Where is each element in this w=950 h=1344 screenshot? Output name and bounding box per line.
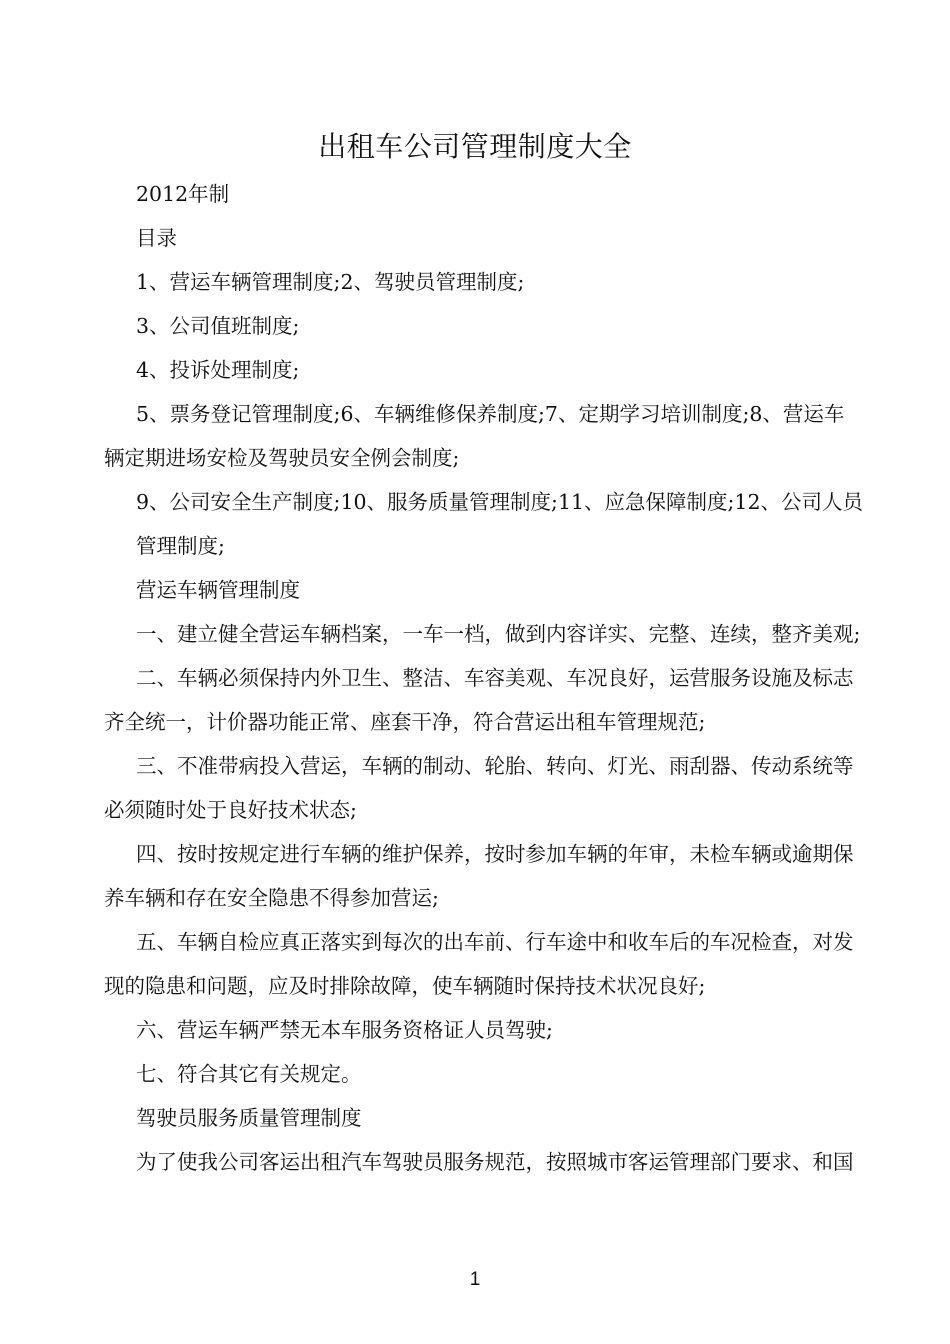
toc-line: 3、公司值班制度; xyxy=(136,314,300,338)
paragraph-line: 七、符合其它有关规定。 xyxy=(136,1062,362,1086)
paragraph-line: 养车辆和存在安全隐患不得参加营运; xyxy=(104,886,439,910)
paragraph-line: 三、不准带病投入营运，车辆的制动、轮胎、转向、灯光、雨刮器、传动系统等 xyxy=(136,754,854,778)
paragraph-line: 四、按时按规定进行车辆的维护保养，按时参加车辆的年审，未检车辆或逾期保 xyxy=(136,842,854,866)
paragraph-line: 必须随时处于良好技术状态; xyxy=(104,798,357,822)
paragraph-line: 为了使我公司客运出租汽车驾驶员服务规范，按照城市客运管理部门要求、和国 xyxy=(136,1150,854,1174)
section-heading: 驾驶员服务质量管理制度 xyxy=(136,1106,362,1130)
paragraph-line: 一、建立健全营运车辆档案，一车一档，做到内容详实、完整、连续，整齐美观; xyxy=(136,622,861,646)
toc-line: 4、投诉处理制度; xyxy=(136,358,300,382)
section-heading: 营运车辆管理制度 xyxy=(136,578,300,602)
document-title: 出租车公司管理制度大全 xyxy=(318,130,632,163)
toc-heading: 目录 xyxy=(136,226,177,250)
toc-line: 5、票务登记管理制度;6、车辆维修保养制度;7、定期学习培训制度;8、营运车 xyxy=(136,402,845,426)
paragraph-line: 现的隐患和问题，应及时排除故障，使车辆随时保持技术状况良好; xyxy=(104,974,706,998)
paragraph-line: 二、车辆必须保持内外卫生、整洁、车容美观、车况良好，运营服务设施及标志 xyxy=(136,666,854,690)
toc-line: 管理制度; xyxy=(136,534,225,558)
paragraph-line: 六、营运车辆严禁无本车服务资格证人员驾驶; xyxy=(136,1018,553,1042)
page-number: 1 xyxy=(469,1269,481,1290)
toc-line: 9、公司安全生产制度;10、服务质量管理制度;11、应急保障制度;12、公司人员 xyxy=(136,490,864,514)
toc-line: 1、营运车辆管理制度;2、驾驶员管理制度; xyxy=(136,270,525,294)
year-line: 2012年制 xyxy=(136,182,230,206)
paragraph-line: 齐全统一，计价器功能正常、座套干净，符合营运出租车管理规范; xyxy=(104,710,706,734)
toc-line: 辆定期进场安检及驾驶员安全例会制度; xyxy=(104,446,460,470)
paragraph-line: 五、车辆自检应真正落实到每次的出车前、行车途中和收车后的车况检查，对发 xyxy=(136,930,854,954)
